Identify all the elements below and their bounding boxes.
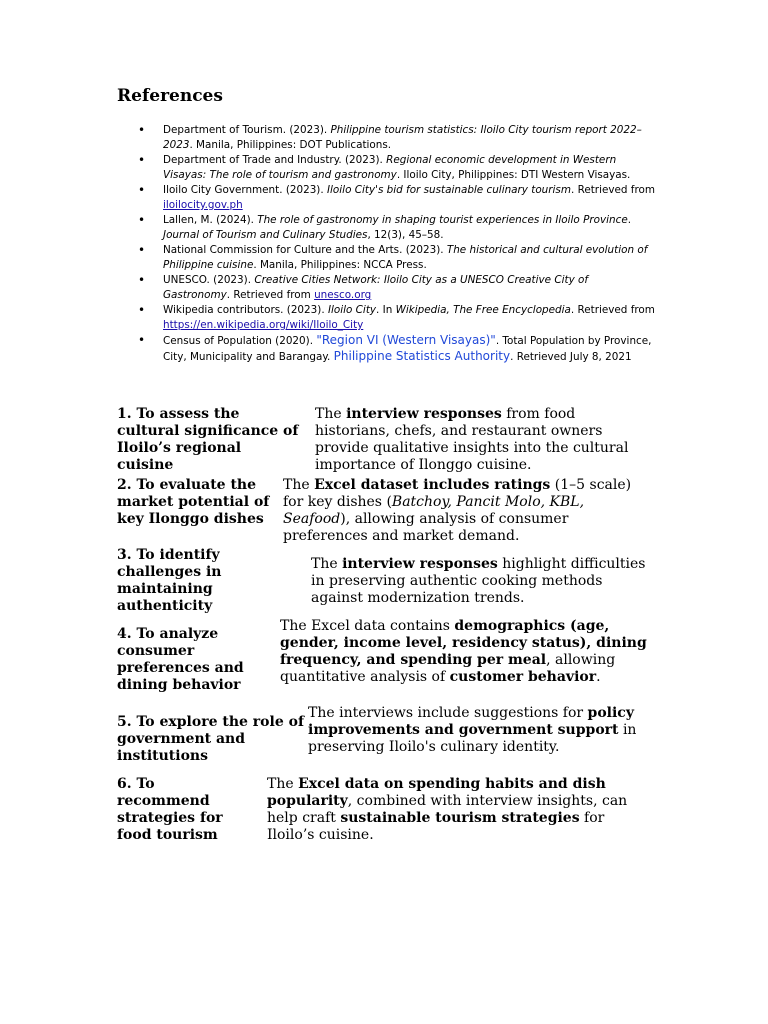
objective-description: The Excel data contains demographics (age, gender, income level, residency status), dining frequency, and spending per meal, allowing quantitative analysis of customer behavior. [280,618,647,685]
references-heading: References [117,86,223,106]
objective-label: 1. To assess the cultural significance of Iloilo’s regional cuisine [117,406,299,473]
reference-item: • Census of Population (2020). "Region VI (Western Visayas)". Total Population by Province, City, Municipality and Barangay. Philippine Statistics Authority. Retrieved July 8, 2021 [138,333,658,365]
reference-link[interactable]: unesco.org [314,289,372,301]
references-list [138,123,658,365]
reference-item: • Lallen, M. (2024). The role of gastronomy in shaping tourist experiences in Iloilo Province. Journal of Tourism and Culinary Studies, 12(3), 45–58. [138,213,658,243]
reference-item: • UNESCO. (2023). Creative Cities Network: Iloilo City as a UNESCO Creative City of Gastronomy. Retrieved from unesco.org [138,273,658,303]
objective-description: The Excel data on spending habits and dish popularity, combined with interview insights, can help craft sustainable tourism strategies for Iloilo’s cuisine. [267,776,628,843]
objective-label: 3. To identify challenges in maintaining authenticity [117,547,222,614]
objective-label: 6. To recommend strategies for food tourism [117,776,223,843]
reference-item: • Department of Trade and Industry. (2023). Regional economic development in Western Visayas: The role of tourism and gastronomy. Iloilo City, Philippines: DTI Western Visayas. [138,153,658,183]
reference-link[interactable]: https://en.wikipedia.org/wiki/Iloilo_City [163,319,364,331]
reference-item: • Department of Tourism. (2023). Philippine tourism statistics: Iloilo City tourism report 2022–2023. Manila, Philippines: DOT Publications. [138,123,658,153]
objective-description: The Excel dataset includes ratings (1–5 scale) for key dishes (Batchoy, Pancit Molo, KBL, Seafood), allowing analysis of consumer preferences and market demand. [283,477,632,544]
reference-link[interactable]: iloilocity.gov.ph [163,199,243,211]
objective-label: 2. To evaluate the market potential of key Ilonggo dishes [117,477,270,527]
objective-label: 5. To explore the role of government and institutions [117,714,304,764]
reference-link[interactable]: Philippine Statistics Authority [333,349,511,363]
objective-description: The interview responses highlight difficulties in preserving authentic cooking methods against modernization trends. [311,556,646,606]
reference-item: • Wikipedia contributors. (2023). Iloilo City. In Wikipedia, The Free Encyclopedia. Retrieved from https://en.wikipedia.org/wiki/Iloilo_City [138,303,658,333]
reference-link[interactable]: "Region VI (Western Visayas)" [316,333,496,347]
objective-description: The interview responses from food historians, chefs, and restaurant owners provide qualitative insights into the cultural importance of Ilonggo cuisine. [315,406,629,473]
objective-description: The interviews include suggestions for policy improvements and government support in preserving Iloilo's culinary identity. [308,705,637,755]
reference-item: • National Commission for Culture and the Arts. (2023). The historical and cultural evolution of Philippine cuisine. Manila, Philippines: NCCA Press. [138,243,658,273]
reference-item: • Iloilo City Government. (2023). Iloilo City's bid for sustainable culinary tourism. Retrieved from iloilocity.gov.ph [138,183,658,213]
objective-label: 4. To analyze consumer preferences and dining behavior [117,626,244,693]
